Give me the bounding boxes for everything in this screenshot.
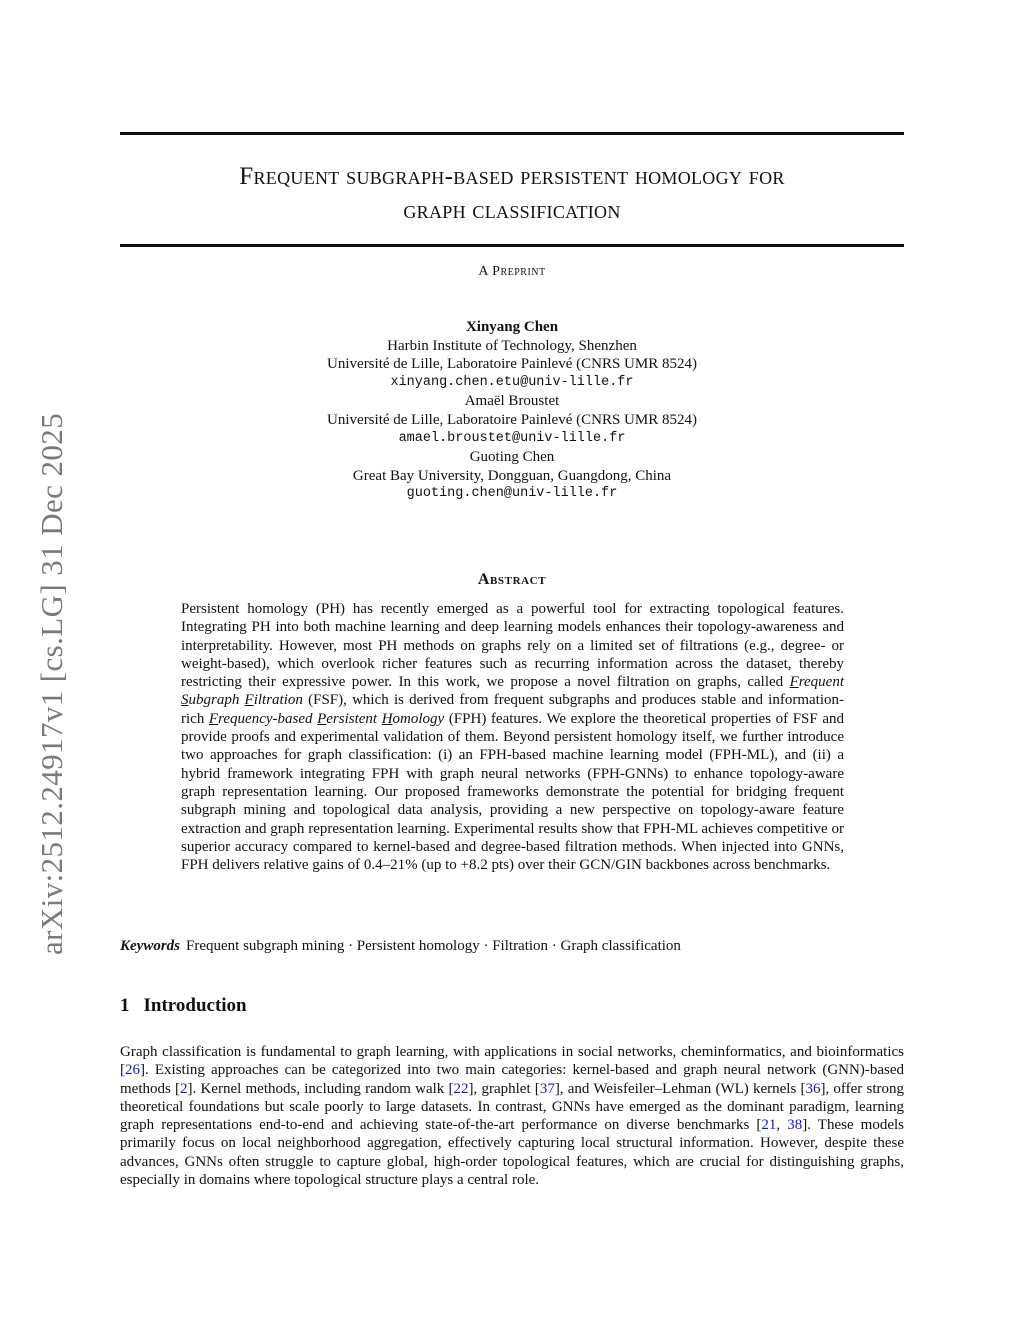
citation-link[interactable]: 38 — [787, 1117, 803, 1134]
abstract-text: Persistent homology (PH) has recently emerged as a powerful tool for extracting topological features. Integrating PH into both machine learning and deep learning models enhances their topology-awareness and interpretability. However, most PH methods on graphs rely on a limited set of filtrations (e.g., degree- or weight-based), which overlook richer features such as recurring information across the dataset, thereby restricting their expressive power. In this work, we propose a novel filtration on graphs, called Frequent Subgraph Filtration (FSF), which is derived from frequent subgraphs and produces stable and information-rich Frequency-based Persistent Homology (FPH) features. We explore the theoretical properties of FSF and provide proofs and experimental validation of them. Beyond persistent homology itself, we further introduce two approaches for graph classification: (i) an FPH-based machine learning model (FPH-ML), and (ii) a hybrid framework integrating FPH with graph neural networks (FPH-GNNs) to enhance topology-aware graph representation learning. Our proposed frameworks demonstrate the potential for bridging frequent subgraph mining and topological data analysis, providing a new perspective on topology-aware feature extraction and graph representation learning. Experimental results show that FPH-ML achieves competitive or superior accuracy compared to kernel-based and degree-based filtration methods. When injected into GNNs, FPH delivers relative gains of 0.4–21% (up to +8.2 pts) over their GCN/GIN backbones across benchmarks. — [181, 601, 844, 874]
section-title: Introduction — [143, 995, 247, 1016]
keywords-line — [120, 938, 904, 955]
section-number: 1 — [120, 995, 130, 1016]
citation-link[interactable]: 37 — [539, 1080, 555, 1097]
abstract-heading: Abstract — [477, 571, 547, 588]
author-affiliation: Great Bay University, Dongguan, Guangdong, China — [352, 467, 672, 484]
citation-link[interactable]: 2 — [180, 1080, 188, 1097]
author-affiliation: Université de Lille, Laboratoire Painlevé (CNRS UMR 8524) — [327, 411, 697, 428]
preprint-label: A Preprint — [478, 264, 546, 279]
author-name: Amaël Broustet — [464, 393, 560, 410]
author-affiliation: Université de Lille, Laboratoire Painlevé (CNRS UMR 8524) — [327, 356, 697, 373]
introduction-paragraph: Graph classification is fundamental to graph learning, with applications in social networks, cheminformatics, and bioinformatics [26]. Existing approaches can be categorized into two main categories: kernel-based and graph neural network (GNN)-based methods [2]. Kernel methods, including random walk [22], graphlet [37], and Weisfeiler–Lehman (WL) kernels [36], offer strong theoretical foundations but scale poorly to large datasets. In contrast, GNNs have emerged as the dominant paradigm, learning graph representations end-to-end and achieving state-of-the-art performance on diverse benchmarks [21, 38]. These models primarily focus on local neighborhood aggregation, effectively capturing local structural information. However, despite these advances, GNNs often struggle to capture global, high-order topological features, which are crucial for distinguishing graphs, especially in domains where topological structure plays a central role. — [120, 1044, 905, 1189]
citation-link[interactable]: 21 — [761, 1117, 777, 1134]
author-name: Guoting Chen — [469, 449, 555, 466]
author-email[interactable]: amael.broustet@univ-lille.fr — [398, 430, 626, 446]
arxiv-identifier: arXiv:2512.24917v1 [cs.LG] 31 Dec 2025 — [34, 412, 69, 955]
author-block — [120, 318, 904, 504]
author-email[interactable]: guoting.chen@univ-lille.fr — [406, 486, 618, 502]
author-affiliation: Harbin Institute of Technology, Shenzhen — [387, 337, 637, 354]
title-rule-top — [120, 132, 904, 135]
citation-link[interactable]: 36 — [805, 1080, 821, 1097]
title-line-2: graph classification — [403, 197, 621, 224]
author-email[interactable]: xinyang.chen.etu@univ-lille.fr — [390, 374, 634, 390]
author-name: Xinyang Chen — [465, 319, 559, 335]
title-line-1: Frequent subgraph-based persistent homology for — [239, 163, 785, 190]
paper-title — [120, 160, 904, 228]
citation-link[interactable]: 22 — [453, 1080, 469, 1097]
keywords-text: Frequent subgraph mining · Persistent homology · Filtration · Graph classification — [186, 938, 681, 954]
title-rule-bottom — [120, 244, 904, 247]
section-heading-introduction — [120, 995, 247, 1017]
keywords-label: Keywords — [120, 938, 180, 954]
citation-link[interactable]: 26 — [125, 1062, 140, 1079]
